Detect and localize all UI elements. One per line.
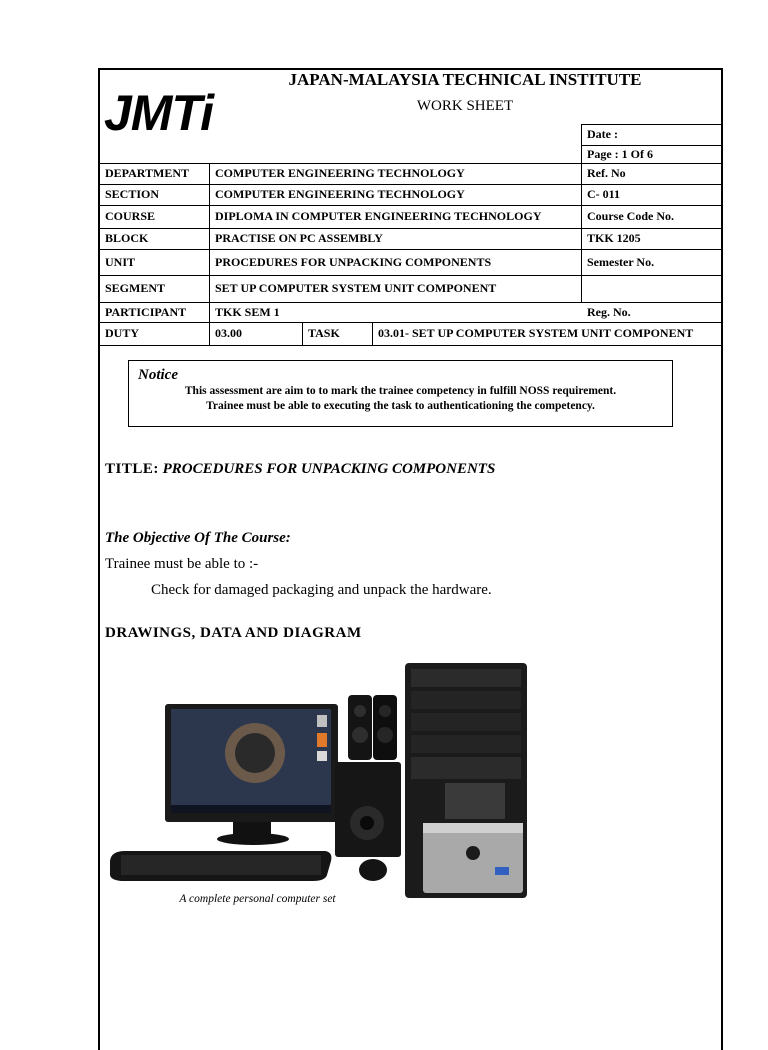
- title-value: PROCEDURES FOR UNPACKING COMPONENTS: [162, 461, 496, 477]
- reg-no-label: Reg. No.: [587, 304, 631, 319]
- participant-value: TKK SEM 1: [215, 304, 280, 319]
- system-unit-icon: [405, 663, 527, 898]
- task-label: TASK: [308, 326, 340, 340]
- task-value: 03.01- SET UP COMPUTER SYSTEM UNIT COMPONENT: [378, 326, 694, 340]
- section-value: COMPUTER ENGINEERING TECHNOLOGY: [215, 187, 465, 201]
- worksheet-title: WORK SHEET: [416, 98, 514, 114]
- course-label: COURSE: [105, 209, 156, 223]
- department-label: DEPARTMENT: [105, 166, 190, 180]
- block-value: PRACTISE ON PC ASSEMBLY: [215, 231, 383, 245]
- course-code-label: Course Code No.: [587, 209, 674, 223]
- title-line: [105, 461, 495, 478]
- mouse-icon: [359, 859, 387, 881]
- segment-label: SEGMENT: [105, 281, 166, 295]
- page-label: Page : 1 Of 6: [587, 146, 653, 161]
- course-code-value: TKK 1205: [587, 231, 641, 245]
- date-label: Date :: [587, 127, 618, 141]
- department-value: COMPUTER ENGINEERING TECHNOLOGY: [215, 166, 465, 180]
- objective-heading: The Objective Of The Course:: [105, 530, 291, 546]
- jmti-logo: JMTi: [104, 85, 213, 141]
- notice-box: [128, 360, 673, 427]
- subwoofer-icon: [335, 762, 401, 857]
- notice-heading: Notice: [138, 367, 178, 383]
- notice-line-2: Trainee must be able to executing the task to authenticationing the competency.: [206, 400, 595, 412]
- objective-item: Check for damaged packaging and unpack the hardware.: [151, 582, 492, 598]
- unit-label: UNIT: [105, 254, 136, 269]
- ref-no-label: Ref. No: [587, 166, 626, 180]
- participant-label: PARTICIPANT: [105, 304, 187, 319]
- duty-label: DUTY: [105, 326, 140, 340]
- block-label: BLOCK: [105, 231, 149, 245]
- computer-set-image: [105, 655, 530, 917]
- drawings-heading: DRAWINGS, DATA AND DIAGRAM: [105, 625, 362, 641]
- keyboard-icon: [110, 851, 331, 881]
- course-value: DIPLOMA IN COMPUTER ENGINEERING TECHNOLOGY: [215, 209, 542, 223]
- unit-value: PROCEDURES FOR UNPACKING COMPONENTS: [215, 254, 492, 269]
- segment-value: SET UP COMPUTER SYSTEM UNIT COMPONENT: [215, 281, 497, 295]
- ref-no-value: C- 011: [587, 187, 620, 201]
- notice-line-1: This assessment are aim to to mark the trainee competency in fulfill NOSS requirement.: [184, 385, 617, 397]
- objective-intro: Trainee must be able to :-: [105, 556, 259, 572]
- institute-name: JAPAN-MALAYSIA TECHNICAL INSTITUTE: [288, 70, 642, 89]
- figure-caption: A complete personal computer set: [179, 893, 336, 905]
- title-label: TITLE:: [105, 461, 159, 477]
- semester-label: Semester No.: [587, 254, 655, 269]
- section-label: SECTION: [105, 187, 160, 201]
- duty-value: 03.00: [215, 326, 242, 340]
